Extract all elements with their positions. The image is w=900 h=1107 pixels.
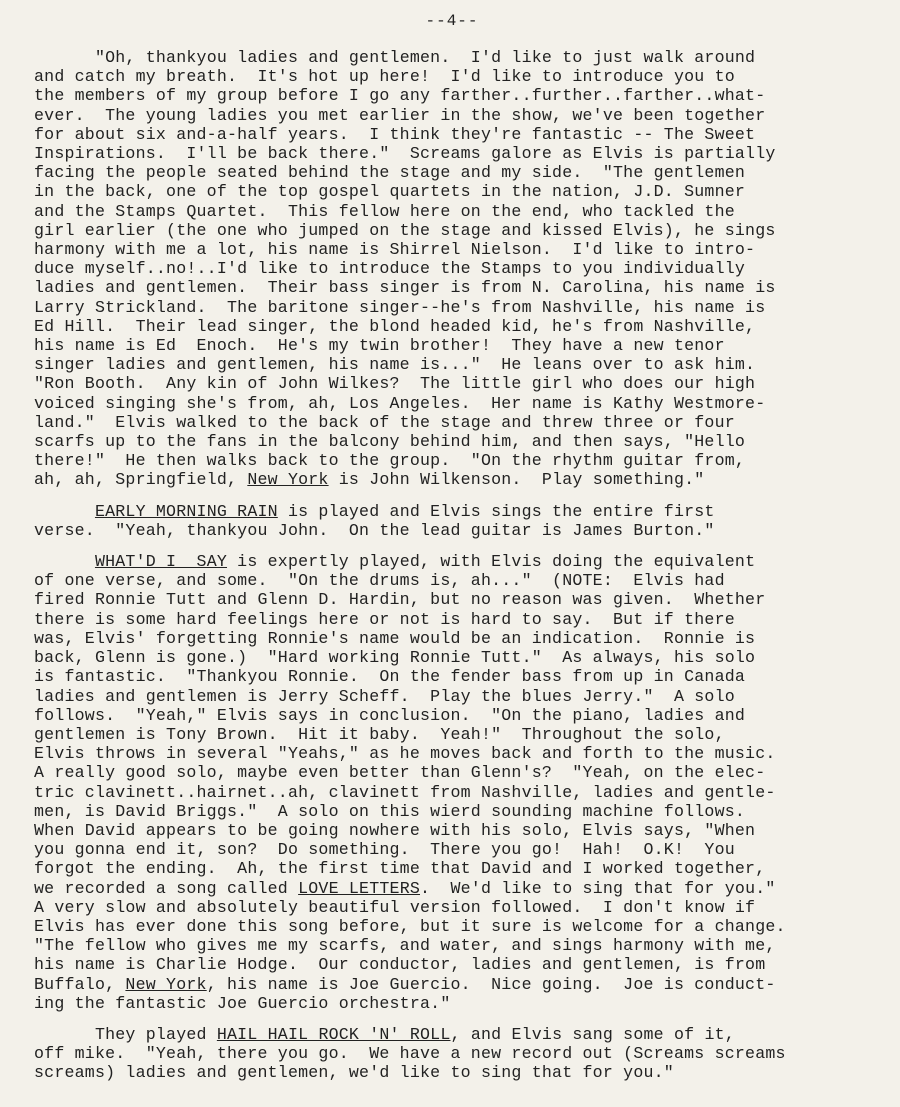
text-line: off mike. "Yeah, there you go. We have a new record out (Screams screams [34, 1044, 786, 1064]
text-line: duce myself..no!..I'd like to introduce the Stamps to you individually [34, 259, 746, 279]
text-line: and the Stamps Quartet. This fellow here on the end, who tackled the [34, 201, 735, 221]
text-line: the members of my group before I go any farther..further..farther..what- [34, 86, 766, 106]
text-line: ing the fantastic Joe Guercio orchestra." [34, 993, 451, 1013]
text-line: Ed Hill. Their lead singer, the blond headed kid, he's from Nashville, [34, 316, 756, 336]
text-line: singer ladies and gentlemen, his name is..." He leans over to ask him. [34, 355, 756, 375]
text-line: facing the people seated behind the stage and my side. "The gentlemen [34, 163, 746, 183]
text-line: is fantastic. "Thankyou Ronnie. On the fender bass from up in Canada [34, 667, 746, 687]
text-line: fired Ronnie Tutt and Glenn D. Hardin, but no reason was given. Whether [34, 590, 766, 610]
text-line: there is some hard feelings here or not is hard to say. But if there [34, 609, 735, 629]
text-line: voiced singing she's from, ah, Los Angeles. Her name is Kathy Westmore- [34, 393, 766, 413]
text-line: we recorded a song called LOVE LETTERS. We'd like to sing that for you." [34, 878, 776, 898]
text-line: forgot the ending. Ah, the first time that David and I worked together, [34, 859, 766, 879]
text-line: there!" He then walks back to the group. "On the rhythm guitar from, [34, 451, 746, 471]
text-line: ever. The young ladies you met earlier in the show, we've been together [34, 105, 766, 125]
text-line: gentlemen is Tony Brown. Hit it baby. Yeah!" Throughout the solo, [34, 724, 725, 744]
text-line: follows. "Yeah," Elvis says in conclusion. "On the piano, ladies and [34, 705, 746, 725]
text-line: "Oh, thankyou ladies and gentlemen. I'd like to just walk around [34, 48, 756, 67]
text-line: his name is Charlie Hodge. Our conductor, ladies and gentlemen, is from [34, 955, 766, 975]
text-line: and catch my breath. It's hot up here! I'd like to introduce you to [34, 67, 735, 87]
text-line: They played HAIL HAIL ROCK 'N' ROLL, and Elvis sang some of it, [34, 1024, 735, 1044]
text-line: was, Elvis' forgetting Ronnie's name would be an indication. Ronnie is [34, 628, 756, 648]
text-line: ah, ah, Springfield, New York is John Wilkenson. Play something." [34, 470, 705, 490]
text-line: ladies and gentlemen is Jerry Scheff. Play the blues Jerry." A solo [34, 686, 735, 706]
paragraph [34, 552, 870, 1013]
text-line: of one verse, and some. "On the drums is, ah..." (NOTE: Elvis had [34, 571, 725, 591]
text-line: EARLY MORNING RAIN is played and Elvis sings the entire first [94, 501, 715, 521]
page-number: --4-- [425, 12, 479, 30]
text-line: land." Elvis walked to the back of the stage and threw three or four [34, 412, 735, 432]
text-line: tric clavinett..hairnet..ah, clavinett from Nashville, ladies and gentle- [34, 782, 776, 802]
text-line: screams) ladies and gentlemen, we'd like to sing that for you." [34, 1063, 674, 1083]
text-line: WHAT'D I SAY is expertly played, with Elvis doing the equivalent [94, 552, 756, 572]
text-line: harmony with me a lot, his name is Shirrel Nielson. I'd like to intro- [34, 240, 756, 260]
text-line: "The fellow who gives me my scarfs, and water, and sings harmony with me, [34, 936, 776, 956]
text-line: When David appears to be going nowhere with his solo, Elvis says, "When [34, 820, 756, 840]
text-line: Inspirations. I'll be back there." Screams galore as Elvis is partially [34, 144, 776, 164]
text-line: Elvis has ever done this song before, but it sure is welcome for a change. [34, 916, 786, 936]
text-line: men, is David Briggs." A solo on this wierd sounding machine follows. [34, 801, 746, 821]
text-line: A really good solo, maybe even better than Glenn's? "Yeah, on the elec- [34, 763, 766, 783]
text-line: Buffalo, New York, his name is Joe Guercio. Nice going. Joe is conduct- [34, 974, 776, 994]
text-line: "Ron Booth. Any kin of John Wilkes? The little girl who does our high [34, 374, 756, 394]
text-line: in the back, one of the top gospel quartets in the nation, J.D. Sumner [34, 182, 746, 202]
text-line: his name is Ed Enoch. He's my twin brother! They have a new tenor [34, 336, 725, 356]
text-line: verse. "Yeah, thankyou John. On the lead guitar is James Burton." [34, 520, 715, 540]
text-line: scarfs up to the fans in the balcony behind him, and then says, "Hello [34, 432, 746, 452]
paragraph [34, 502, 870, 540]
text-line: Larry Strickland. The baritone singer--he's from Nashville, his name is [34, 297, 766, 317]
text-line: back, Glenn is gone.) "Hard working Ronnie Tutt." As always, his solo [34, 648, 756, 668]
text-line: ladies and gentlemen. Their bass singer is from N. Carolina, his name is [34, 278, 776, 298]
body-text [34, 48, 870, 1083]
paragraph [34, 1025, 870, 1083]
text-line: you gonna end it, son? Do something. There you go! Hah! O.K! You [34, 840, 735, 860]
text-line: for about six and-a-half years. I think they're fantastic -- The Sweet [34, 124, 756, 144]
text-line: Elvis throws in several "Yeahs," as he moves back and forth to the music. [34, 744, 776, 764]
paragraph [34, 48, 870, 490]
text-line: A very slow and absolutely beautiful version followed. I don't know if [34, 897, 756, 917]
text-line: girl earlier (the one who jumped on the stage and kissed Elvis), he sings [34, 220, 776, 240]
